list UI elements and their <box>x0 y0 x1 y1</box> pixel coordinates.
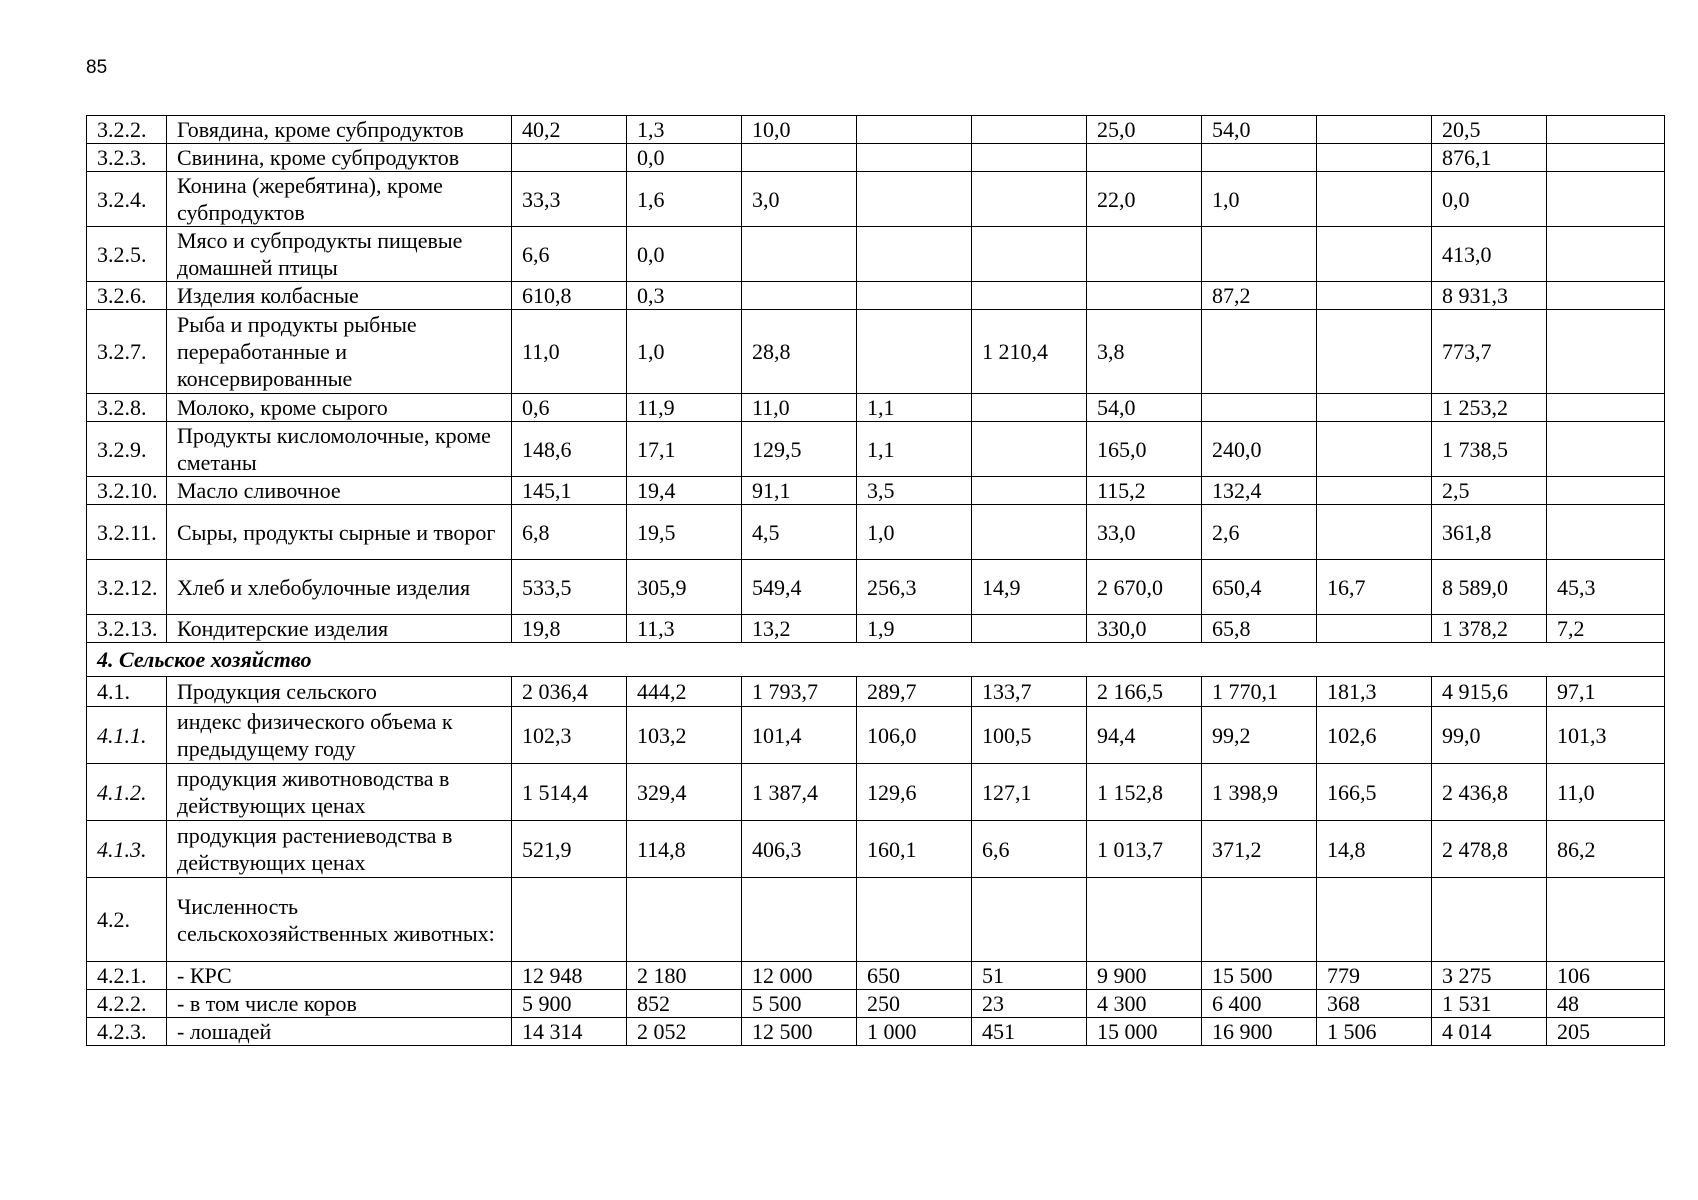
value-cell: 205 <box>1547 1018 1665 1046</box>
value-cell: 413,0 <box>1432 227 1547 282</box>
table-row <box>87 707 1665 764</box>
value-cell: 14,8 <box>1317 821 1432 878</box>
table-row <box>87 172 1665 227</box>
value-cell: 1 387,4 <box>742 764 857 821</box>
table-row <box>87 477 1665 505</box>
value-cell: 5 500 <box>742 990 857 1018</box>
value-cell: 114,8 <box>627 821 742 878</box>
value-cell: 1 378,2 <box>1432 615 1547 643</box>
row-name: - КРС <box>167 962 512 990</box>
table-row <box>87 821 1665 878</box>
row-code: 3.2.11. <box>87 505 167 560</box>
row-name: продукция растениеводства в действующих ценах <box>167 821 512 878</box>
value-cell <box>857 116 972 144</box>
value-cell: 11,0 <box>742 394 857 422</box>
value-cell <box>1547 172 1665 227</box>
value-cell: 1 398,9 <box>1202 764 1317 821</box>
value-cell <box>972 282 1087 310</box>
value-cell: 97,1 <box>1547 677 1665 707</box>
value-cell: 87,2 <box>1202 282 1317 310</box>
value-cell <box>1547 505 1665 560</box>
table-row <box>87 677 1665 707</box>
value-cell <box>1547 282 1665 310</box>
row-code: 4.1.3. <box>87 821 167 878</box>
value-cell: 101,4 <box>742 707 857 764</box>
value-cell: 1 793,7 <box>742 677 857 707</box>
value-cell: 20,5 <box>1432 116 1547 144</box>
value-cell: 1 000 <box>857 1018 972 1046</box>
value-cell: 15 500 <box>1202 962 1317 990</box>
value-cell: 133,7 <box>972 677 1087 707</box>
value-cell: 11,3 <box>627 615 742 643</box>
value-cell: 14 314 <box>512 1018 627 1046</box>
value-cell: 17,1 <box>627 422 742 477</box>
value-cell: 132,4 <box>1202 477 1317 505</box>
value-cell: 371,2 <box>1202 821 1317 878</box>
value-cell: 240,0 <box>1202 422 1317 477</box>
value-cell: 100,5 <box>972 707 1087 764</box>
value-cell <box>1087 282 1202 310</box>
value-cell: 19,5 <box>627 505 742 560</box>
value-cell: 0,0 <box>627 144 742 172</box>
row-name: Кондитерские изделия <box>167 615 512 643</box>
value-cell: 444,2 <box>627 677 742 707</box>
row-name: Говядина, кроме субпродуктов <box>167 116 512 144</box>
value-cell: 250 <box>857 990 972 1018</box>
value-cell: 0,6 <box>512 394 627 422</box>
value-cell <box>1202 878 1317 962</box>
row-code: 3.2.8. <box>87 394 167 422</box>
value-cell <box>972 116 1087 144</box>
table-row <box>87 560 1665 615</box>
value-cell <box>1547 422 1665 477</box>
row-name: Сыры, продукты сырные и творог <box>167 505 512 560</box>
value-cell <box>1547 144 1665 172</box>
row-code: 3.2.4. <box>87 172 167 227</box>
value-cell: 0,0 <box>627 227 742 282</box>
value-cell <box>857 282 972 310</box>
value-cell <box>512 144 627 172</box>
value-cell: 1 152,8 <box>1087 764 1202 821</box>
value-cell: 99,0 <box>1432 707 1547 764</box>
value-cell: 3,8 <box>1087 310 1202 394</box>
value-cell <box>1317 878 1432 962</box>
value-cell: 102,3 <box>512 707 627 764</box>
value-cell: 103,2 <box>627 707 742 764</box>
value-cell: 1,0 <box>857 505 972 560</box>
value-cell: 2 052 <box>627 1018 742 1046</box>
value-cell: 54,0 <box>1087 394 1202 422</box>
value-cell: 9 900 <box>1087 962 1202 990</box>
value-cell: 86,2 <box>1547 821 1665 878</box>
value-cell: 4 300 <box>1087 990 1202 1018</box>
row-code: 4.2.2. <box>87 990 167 1018</box>
row-code: 3.2.10. <box>87 477 167 505</box>
value-cell: 14,9 <box>972 560 1087 615</box>
row-name: Хлеб и хлебобулочные изделия <box>167 560 512 615</box>
row-code: 4.2.3. <box>87 1018 167 1046</box>
row-name: Продукты кисломолочные, кроме сметаны <box>167 422 512 477</box>
row-code: 4.1.2. <box>87 764 167 821</box>
value-cell: 4 915,6 <box>1432 677 1547 707</box>
row-code: 4.1. <box>87 677 167 707</box>
value-cell: 45,3 <box>1547 560 1665 615</box>
value-cell: 610,8 <box>512 282 627 310</box>
value-cell: 305,9 <box>627 560 742 615</box>
table-row <box>87 962 1665 990</box>
value-cell: 1,1 <box>857 394 972 422</box>
value-cell <box>1317 615 1432 643</box>
value-cell <box>742 878 857 962</box>
row-code: 3.2.13. <box>87 615 167 643</box>
value-cell: 15 000 <box>1087 1018 1202 1046</box>
value-cell <box>1547 116 1665 144</box>
value-cell: 51 <box>972 962 1087 990</box>
value-cell <box>1317 282 1432 310</box>
value-cell: 12 948 <box>512 962 627 990</box>
value-cell <box>1202 394 1317 422</box>
value-cell: 33,3 <box>512 172 627 227</box>
value-cell: 2 180 <box>627 962 742 990</box>
section-row <box>87 643 1665 677</box>
value-cell: 406,3 <box>742 821 857 878</box>
value-cell: 876,1 <box>1432 144 1547 172</box>
row-name: Конина (жеребятина), кроме субпродуктов <box>167 172 512 227</box>
value-cell: 40,2 <box>512 116 627 144</box>
value-cell <box>1317 477 1432 505</box>
value-cell: 2 436,8 <box>1432 764 1547 821</box>
value-cell <box>972 227 1087 282</box>
value-cell: 102,6 <box>1317 707 1432 764</box>
value-cell: 10,0 <box>742 116 857 144</box>
value-cell: 650 <box>857 962 972 990</box>
section-heading: 4. Сельское хозяйство <box>87 643 1665 677</box>
value-cell <box>742 282 857 310</box>
table-row <box>87 394 1665 422</box>
value-cell: 2,5 <box>1432 477 1547 505</box>
value-cell: 1,9 <box>857 615 972 643</box>
value-cell: 11,0 <box>512 310 627 394</box>
value-cell <box>1547 878 1665 962</box>
value-cell: 145,1 <box>512 477 627 505</box>
value-cell: 549,4 <box>742 560 857 615</box>
value-cell: 101,3 <box>1547 707 1665 764</box>
table-row <box>87 227 1665 282</box>
table-row <box>87 282 1665 310</box>
value-cell: 16 900 <box>1202 1018 1317 1046</box>
value-cell: 33,0 <box>1087 505 1202 560</box>
value-cell: 1 013,7 <box>1087 821 1202 878</box>
value-cell: 54,0 <box>1202 116 1317 144</box>
row-code: 4.2. <box>87 878 167 962</box>
table-row <box>87 310 1665 394</box>
value-cell: 166,5 <box>1317 764 1432 821</box>
value-cell: 368 <box>1317 990 1432 1018</box>
value-cell <box>1317 227 1432 282</box>
value-cell <box>1317 172 1432 227</box>
value-cell <box>857 227 972 282</box>
value-cell: 19,4 <box>627 477 742 505</box>
row-code: 3.2.3. <box>87 144 167 172</box>
row-name: Рыба и продукты рыбные переработанные и консервированные <box>167 310 512 394</box>
row-name: - лошадей <box>167 1018 512 1046</box>
value-cell <box>972 615 1087 643</box>
value-cell <box>1317 144 1432 172</box>
value-cell: 1 738,5 <box>1432 422 1547 477</box>
value-cell: 361,8 <box>1432 505 1547 560</box>
value-cell: 4 014 <box>1432 1018 1547 1046</box>
table-row <box>87 878 1665 962</box>
value-cell: 256,3 <box>857 560 972 615</box>
value-cell: 6,6 <box>512 227 627 282</box>
value-cell <box>1087 878 1202 962</box>
value-cell: 91,1 <box>742 477 857 505</box>
value-cell: 11,9 <box>627 394 742 422</box>
table-row <box>87 144 1665 172</box>
statistics-table <box>86 115 1665 1046</box>
value-cell: 12 000 <box>742 962 857 990</box>
value-cell: 0,3 <box>627 282 742 310</box>
value-cell: 65,8 <box>1202 615 1317 643</box>
value-cell: 1 514,4 <box>512 764 627 821</box>
value-cell: 3 275 <box>1432 962 1547 990</box>
value-cell: 1 210,4 <box>972 310 1087 394</box>
value-cell: 852 <box>627 990 742 1018</box>
value-cell: 129,6 <box>857 764 972 821</box>
value-cell <box>742 227 857 282</box>
row-code: 3.2.2. <box>87 116 167 144</box>
table-row <box>87 764 1665 821</box>
row-code: 4.2.1. <box>87 962 167 990</box>
value-cell <box>857 878 972 962</box>
value-cell: 0,0 <box>1432 172 1547 227</box>
value-cell: 3,0 <box>742 172 857 227</box>
value-cell: 165,0 <box>1087 422 1202 477</box>
value-cell: 329,4 <box>627 764 742 821</box>
value-cell: 779 <box>1317 962 1432 990</box>
value-cell: 25,0 <box>1087 116 1202 144</box>
value-cell: 1,3 <box>627 116 742 144</box>
value-cell: 1 770,1 <box>1202 677 1317 707</box>
value-cell <box>1317 394 1432 422</box>
table-row <box>87 1018 1665 1046</box>
value-cell <box>1087 227 1202 282</box>
value-cell: 3,5 <box>857 477 972 505</box>
value-cell: 160,1 <box>857 821 972 878</box>
value-cell <box>972 422 1087 477</box>
row-code: 3.2.9. <box>87 422 167 477</box>
value-cell: 12 500 <box>742 1018 857 1046</box>
value-cell: 773,7 <box>1432 310 1547 394</box>
value-cell: 5 900 <box>512 990 627 1018</box>
value-cell: 2 036,4 <box>512 677 627 707</box>
value-cell: 1,1 <box>857 422 972 477</box>
value-cell: 1,0 <box>1202 172 1317 227</box>
value-cell: 289,7 <box>857 677 972 707</box>
value-cell: 22,0 <box>1087 172 1202 227</box>
value-cell <box>1317 116 1432 144</box>
row-name: продукция животноводства в действующих ценах <box>167 764 512 821</box>
value-cell: 8 931,3 <box>1432 282 1547 310</box>
row-name: Продукция сельского <box>167 677 512 707</box>
value-cell: 127,1 <box>972 764 1087 821</box>
value-cell: 23 <box>972 990 1087 1018</box>
value-cell: 129,5 <box>742 422 857 477</box>
row-code: 3.2.12. <box>87 560 167 615</box>
value-cell <box>1317 422 1432 477</box>
value-cell: 19,8 <box>512 615 627 643</box>
value-cell <box>1202 310 1317 394</box>
value-cell <box>972 172 1087 227</box>
value-cell: 1 506 <box>1317 1018 1432 1046</box>
value-cell <box>857 172 972 227</box>
value-cell <box>857 144 972 172</box>
value-cell: 28,8 <box>742 310 857 394</box>
value-cell: 115,2 <box>1087 477 1202 505</box>
value-cell: 533,5 <box>512 560 627 615</box>
value-cell <box>1202 227 1317 282</box>
value-cell <box>972 394 1087 422</box>
page-number: 85 <box>86 57 108 78</box>
value-cell: 6 400 <box>1202 990 1317 1018</box>
value-cell <box>1432 878 1547 962</box>
value-cell: 6,8 <box>512 505 627 560</box>
row-code: 3.2.6. <box>87 282 167 310</box>
value-cell: 1 531 <box>1432 990 1547 1018</box>
value-cell <box>1547 477 1665 505</box>
value-cell: 106,0 <box>857 707 972 764</box>
table-row <box>87 615 1665 643</box>
value-cell <box>1547 394 1665 422</box>
table-row <box>87 990 1665 1018</box>
value-cell <box>512 878 627 962</box>
value-cell: 16,7 <box>1317 560 1432 615</box>
value-cell: 11,0 <box>1547 764 1665 821</box>
value-cell: 1 253,2 <box>1432 394 1547 422</box>
value-cell <box>1087 144 1202 172</box>
value-cell <box>1317 505 1432 560</box>
value-cell <box>1317 310 1432 394</box>
value-cell <box>972 477 1087 505</box>
value-cell: 2 478,8 <box>1432 821 1547 878</box>
value-cell: 181,3 <box>1317 677 1432 707</box>
value-cell: 2 166,5 <box>1087 677 1202 707</box>
row-name: - в том числе коров <box>167 990 512 1018</box>
value-cell: 2,6 <box>1202 505 1317 560</box>
value-cell: 451 <box>972 1018 1087 1046</box>
row-name: Свинина, кроме субпродуктов <box>167 144 512 172</box>
value-cell: 6,6 <box>972 821 1087 878</box>
value-cell <box>1202 144 1317 172</box>
table-row <box>87 422 1665 477</box>
row-name: Молоко, кроме сырого <box>167 394 512 422</box>
table-body <box>87 116 1665 1046</box>
table-row <box>87 116 1665 144</box>
row-code: 4.1.1. <box>87 707 167 764</box>
row-name: Масло сливочное <box>167 477 512 505</box>
value-cell: 106 <box>1547 962 1665 990</box>
value-cell: 330,0 <box>1087 615 1202 643</box>
value-cell: 1,0 <box>627 310 742 394</box>
table-row <box>87 505 1665 560</box>
value-cell: 13,2 <box>742 615 857 643</box>
value-cell <box>1547 310 1665 394</box>
value-cell: 650,4 <box>1202 560 1317 615</box>
row-name: Мясо и субпродукты пищевые домашней птицы <box>167 227 512 282</box>
value-cell: 8 589,0 <box>1432 560 1547 615</box>
value-cell <box>972 144 1087 172</box>
value-cell <box>627 878 742 962</box>
value-cell: 48 <box>1547 990 1665 1018</box>
value-cell <box>972 878 1087 962</box>
value-cell <box>972 505 1087 560</box>
value-cell: 7,2 <box>1547 615 1665 643</box>
value-cell: 99,2 <box>1202 707 1317 764</box>
value-cell <box>742 144 857 172</box>
row-code: 3.2.7. <box>87 310 167 394</box>
value-cell: 1,6 <box>627 172 742 227</box>
value-cell: 4,5 <box>742 505 857 560</box>
value-cell: 521,9 <box>512 821 627 878</box>
row-code: 3.2.5. <box>87 227 167 282</box>
row-name: Численность сельскохозяйственных животных: <box>167 878 512 962</box>
value-cell: 148,6 <box>512 422 627 477</box>
row-name: Изделия колбасные <box>167 282 512 310</box>
value-cell <box>857 310 972 394</box>
value-cell <box>1547 227 1665 282</box>
value-cell: 94,4 <box>1087 707 1202 764</box>
row-name: индекс физического объема к предыдущему году <box>167 707 512 764</box>
value-cell: 2 670,0 <box>1087 560 1202 615</box>
